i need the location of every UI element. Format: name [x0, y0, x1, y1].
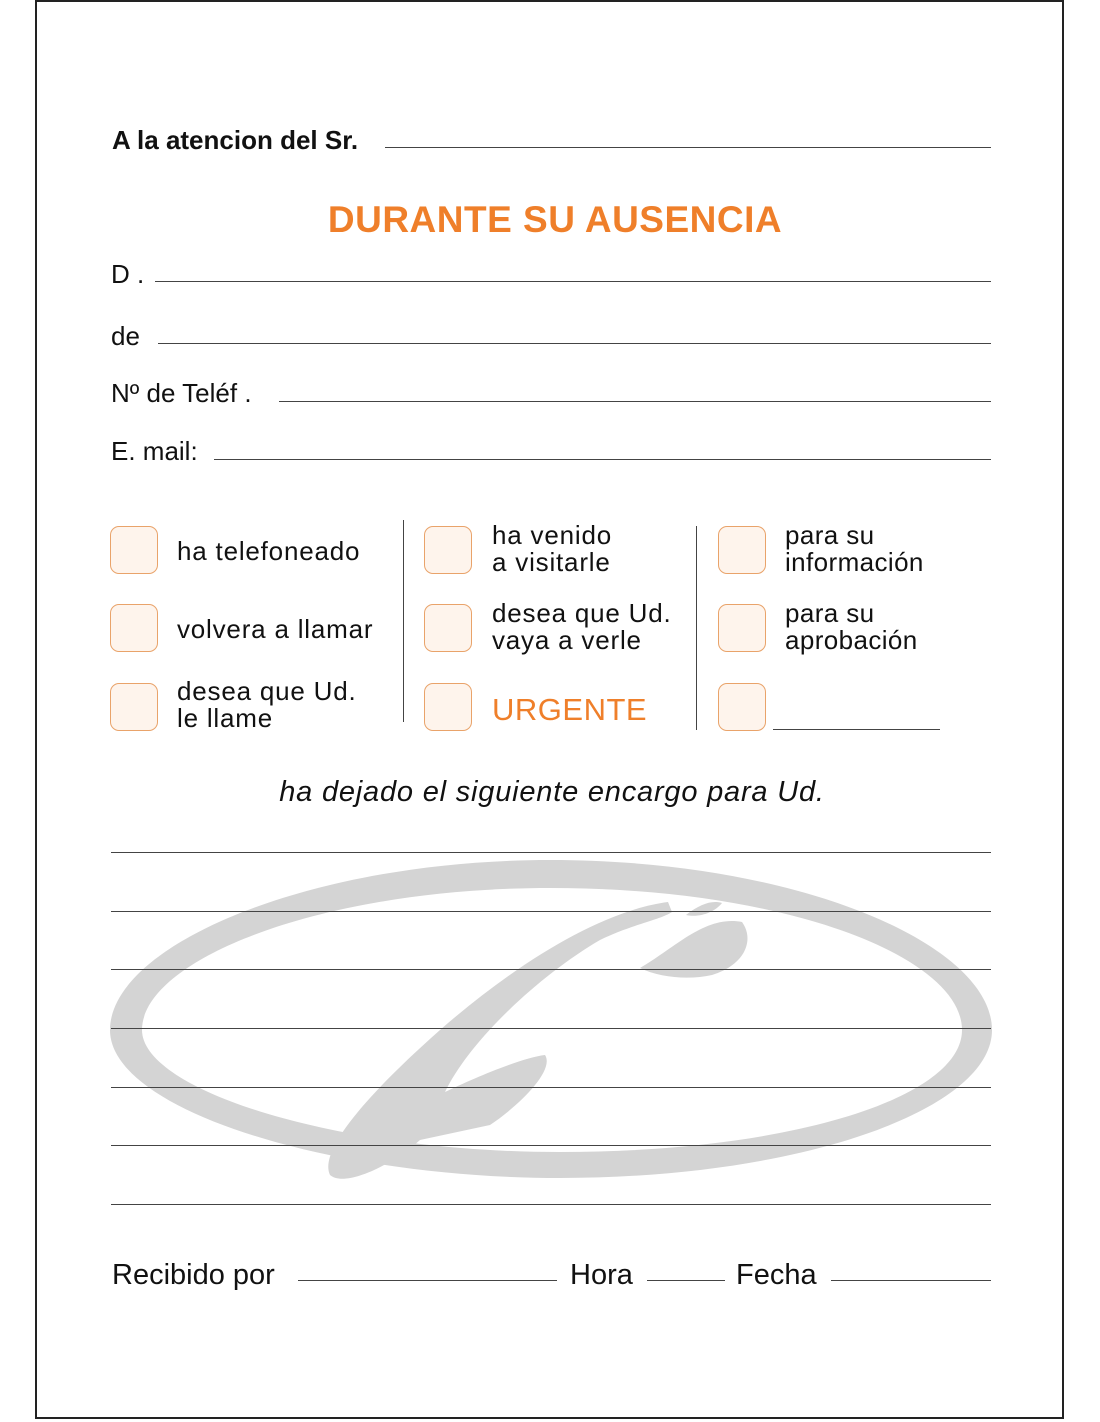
form-title: DURANTE SU AUSENCIA — [327, 199, 783, 240]
message-line-7[interactable] — [111, 1204, 991, 1205]
checkbox-call-back[interactable] — [110, 683, 158, 731]
column-divider — [403, 520, 404, 722]
message-line-1[interactable] — [111, 852, 991, 853]
message-line-4[interactable] — [111, 1028, 991, 1029]
option-go-see-label — [492, 600, 672, 654]
column-divider — [696, 526, 697, 730]
phone-input-line[interactable] — [279, 401, 991, 402]
option-for-approval-line2: aprobación — [785, 625, 918, 655]
email-label: E. mail: — [111, 436, 198, 466]
date-input-line[interactable] — [831, 1280, 991, 1281]
date-label: Fecha — [736, 1259, 817, 1291]
option-for-approval-line1: para su — [785, 598, 875, 628]
option-for-information-line1: para su — [785, 520, 875, 550]
option-call-back-label — [177, 678, 357, 732]
other-option-input-line[interactable] — [773, 729, 940, 730]
option-call-back-line1: desea que Ud. — [177, 676, 357, 706]
option-will-call-again-label: volvera a llamar — [177, 614, 374, 644]
company-label: de — [111, 321, 140, 351]
checkbox-phoned[interactable] — [110, 526, 158, 574]
attention-input-line[interactable] — [385, 147, 991, 148]
name-input-line[interactable] — [155, 281, 991, 282]
option-go-see-line2: vaya a verle — [492, 625, 642, 655]
name-label: D . — [111, 259, 145, 289]
checkbox-visited[interactable] — [424, 526, 472, 574]
received-by-label: Recibido por — [112, 1259, 275, 1291]
option-visited-line2: a visitarle — [492, 547, 611, 577]
option-go-see-line1: desea que Ud. — [492, 598, 672, 628]
message-label: ha dejado el siguiente encargo para Ud. — [279, 776, 825, 808]
time-label: Hora — [570, 1259, 633, 1291]
message-line-6[interactable] — [111, 1145, 991, 1146]
option-for-approval-label — [785, 600, 918, 654]
option-visited-label — [492, 522, 612, 576]
checkbox-will-call-again[interactable] — [110, 604, 158, 652]
attention-label: A la atencion del Sr. — [112, 125, 359, 155]
option-visited-line1: ha venido — [492, 520, 612, 550]
option-urgent-label: URGENTE — [492, 692, 648, 727]
message-line-5[interactable] — [111, 1087, 991, 1088]
option-for-information-label — [785, 522, 924, 576]
option-call-back-line2: le llame — [177, 703, 273, 733]
checkbox-for-approval[interactable] — [718, 604, 766, 652]
checkbox-go-see[interactable] — [424, 604, 472, 652]
message-line-3[interactable] — [111, 969, 991, 970]
checkbox-urgent[interactable] — [424, 683, 472, 731]
phone-label: Nº de Teléf . — [111, 378, 252, 408]
received-by-input-line[interactable] — [298, 1280, 557, 1281]
checkbox-other[interactable] — [718, 683, 766, 731]
option-for-information-line2: información — [785, 547, 924, 577]
company-input-line[interactable] — [158, 343, 991, 344]
message-line-2[interactable] — [111, 911, 991, 912]
email-input-line[interactable] — [214, 459, 991, 460]
time-input-line[interactable] — [647, 1280, 725, 1281]
checkbox-for-information[interactable] — [718, 526, 766, 574]
option-phoned-label: ha telefoneado — [177, 536, 361, 566]
